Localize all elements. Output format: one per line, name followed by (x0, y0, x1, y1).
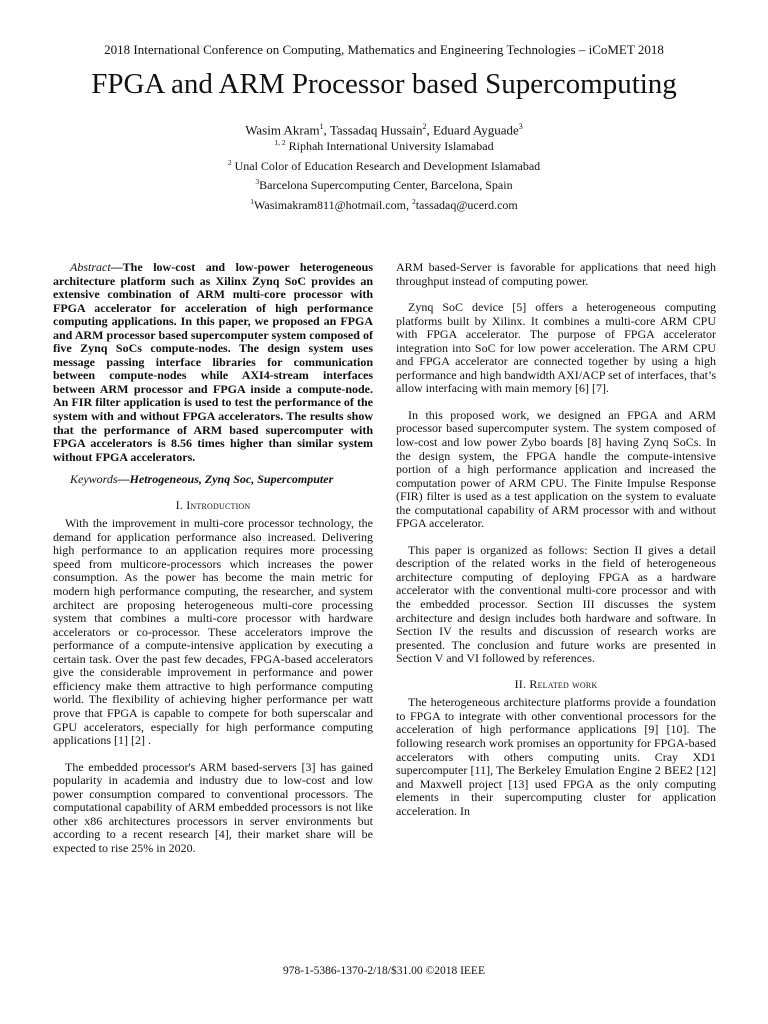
email-2: tassadaq@ucerd.com (415, 197, 518, 212)
email-line: $^1$Wasimakram811@hotmail.com, $^2$tassadaq@ucerd.com (250, 196, 518, 212)
author-sup: 2 (422, 122, 427, 131)
paragraph: In this proposed work, we designed an FPGA and ARM processor based supercomputer system. The system composed of low-cost and low power Zybo boards [8] having Zynq SoCs. In the design system, the FPGA handle the compute-intensive portion of a high performance application and increased the computation power of ARM CPU. The Finite Impulse Response (FIR) filter is used as a test application on the system to evaluate the computational capability of ARM processor with and without FPGA accelerator. (396, 407, 716, 531)
keywords-text: —Hetrogeneous, Zynq Soc, Supercomputer (117, 472, 334, 487)
right-column (396, 261, 716, 818)
author-name: Eduard Ayguade (432, 122, 519, 138)
paragraph: ARM based-Server is favorable for applications that need high throughput instead of computing power. (396, 260, 716, 288)
left-column (53, 261, 373, 855)
keywords (53, 473, 373, 487)
paragraph: Zynq SoC device [5] offers a heterogeneous computing platforms built by Xilinx. It combines a multi-core ARM CPU with FPGA accelerator. The purpose of FPGA accelerator integration into SoC for low power acceleration. The ARM CPU and FPGA accelerator are connected together by using a high performance and high bandwidth AXI/ACP set of interfaces, that’s allow interfacing with main memory [6] [7]. (396, 300, 716, 396)
email-1: Wasimakram811@hotmail.com (254, 197, 406, 212)
copyright-footer: 978-1-5386-1370-2/18/$31.00 ©2018 IEEE (283, 965, 485, 977)
author-list: Wasim Akram$^1$, Tassadaq Hussain$^2$, Eduard Ayguade$^3$ (245, 122, 523, 138)
affiliations (0, 135, 768, 213)
conference-header: 2018 International Conference on Computing, Mathematics and Engineering Technologies – iCoMET 2018 (104, 42, 664, 57)
paragraph: The heterogeneous architecture platforms provide a foundation to FPGA to integrate with other conventional processors for the acceleration of high performance applications [9] [10]. The following research work promises an opportunity for FPGA-based accelerators with others computing units. Cray XD1 supercomputer [11], The Berkeley Emulation Engine 2 BEE2 [12] and Maxwell project [13] used FPGA as the only computing elements in their supercomputing cluster for application acceleration. In (396, 695, 716, 818)
author-sup: 1 (319, 122, 324, 131)
paragraph: With the improvement in multi-core processor technology, the demand for application performance also increased. Delivering high performance to an application requires more processing speed from multicore-processors which increases the power consumption. As the power has become the main metric for modern high performance computing, the researcher, and system architect are proposing heterogeneous multi-core processing system that combines a multi-core processor with hardware accelerators or co-processor. These accelerators improve the performance of a compute-intensive application by executing a certain task. Over the past few decades, FPGA-based accelerators give the considerable improvement in performance and power efficiency make them attractive to high performance computing world. The flexibility of achieving higher performance per watt prove that FPGA is capable to compete for both superscalar and GPU accelerators, especially for high performance computing applications [1] [2] . (53, 516, 373, 748)
affiliation-line: $^2$ Unal Color of Education Research and Development Islamabad (227, 157, 541, 173)
paragraph: This paper is organized as follows: Section II gives a detail description of the related works in the field of heterogeneous architecture computing of deploying FPGA as a hardware accelerator with the conventional multi-core processor and with the embedded processor. Section III discusses the system architecture and design includes both hardware and software. In Section IV the results and discussion of research works are presented. The conclusion and future works are presented in Section V and VI followed by references. (396, 542, 716, 666)
affiliation-line: $^{1, 2}$ Riphah International University Islamabad (274, 138, 494, 153)
abstract (53, 261, 373, 464)
author-name: Wasim Akram (245, 122, 320, 138)
abstract-label: Abstract (70, 260, 111, 274)
abstract-text: —The low-cost and low-power heterogeneous architecture platform such as Xilinx Zynq SoC provides an extensive combination of ARM multi-core processor with FPGA accelerator for acceleration of high performance computing applications. In this paper, we proposed an FPGA and ARM processor based supercomputer system composed of five Zynq SoCs compute-nodes. The design system uses message passing interface libraries for communication between compute-nodes while AXI4-stream interfaces between ARM processor and FPGA inside a compute-node. An FIR filter application is used to test the performance of the system with and without FPGA accelerators. The results show that the performance of ARM based supercomputer with FPGA accelerators is 8.56 times higher than similar system without FPGA accelerators. (53, 260, 373, 464)
paper-title: FPGA and ARM Processor based Supercomputing (91, 68, 677, 100)
section-heading-related-work: II. Related work (514, 676, 598, 691)
section-heading-introduction: I. Introduction (175, 497, 251, 512)
paragraph: The embedded processor's ARM based-servers [3] has gained popularity in academia and industry due to low-cost and low power consumption compared to conventional processors. The computational capability of ARM embedded processors is not like other x86 architectures processors in server environments but according to a recent research [4], their market share will be expected to rise 25% in 2020. (53, 759, 373, 855)
keywords-label: Keywords (70, 472, 118, 487)
affiliation-line: $^3$Barcelona Supercomputing Center, Barcelona, Spain (255, 177, 513, 192)
author-sup: 3 (518, 122, 523, 131)
author-name: Tassadaq Hussain (329, 122, 423, 138)
